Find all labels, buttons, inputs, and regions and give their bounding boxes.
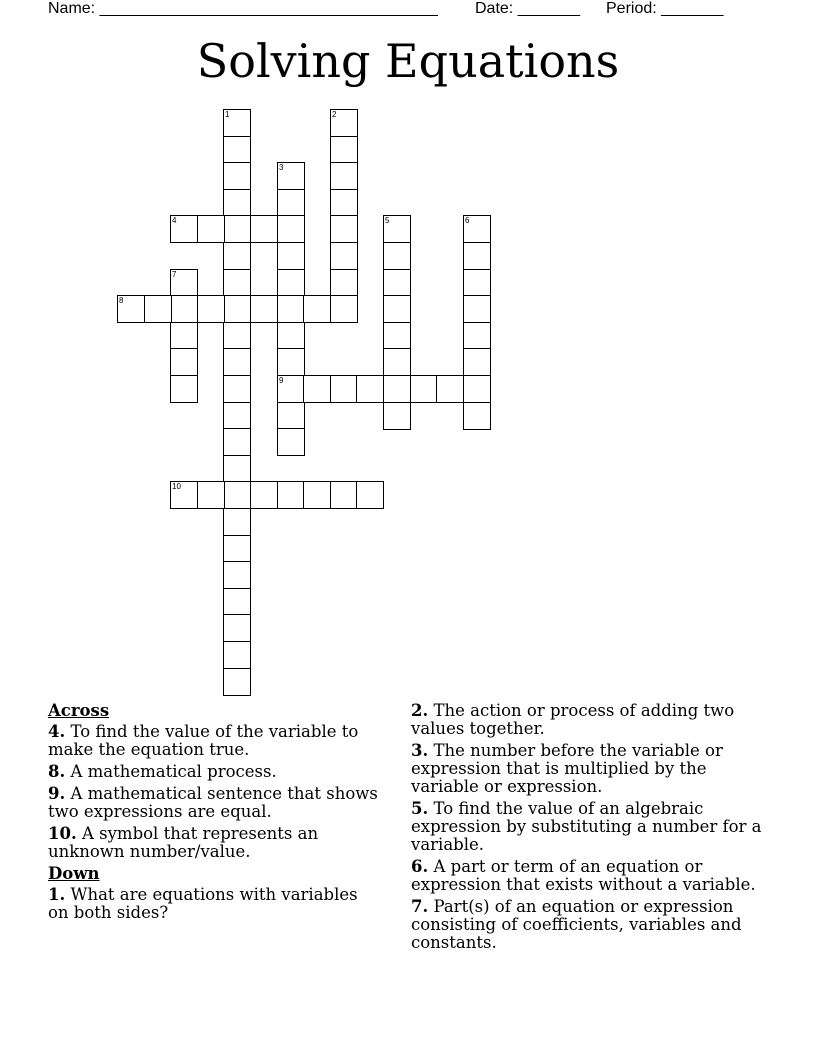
crossword-cell[interactable] bbox=[223, 136, 251, 164]
crossword-cell[interactable] bbox=[223, 348, 251, 376]
crossword-cell[interactable] bbox=[330, 109, 358, 137]
crossword-cell[interactable] bbox=[223, 322, 251, 350]
crossword-cell[interactable] bbox=[223, 668, 251, 696]
clues-column-right bbox=[411, 702, 766, 956]
cell-clue-number: 7 bbox=[172, 270, 177, 279]
crossword-cell[interactable] bbox=[144, 295, 172, 323]
clue-text: The number before the variable or expression that is multiplied by the variable or expression. bbox=[411, 741, 723, 796]
clue-down-5 bbox=[411, 800, 766, 854]
crossword-cell[interactable] bbox=[330, 189, 358, 217]
crossword-cell[interactable] bbox=[223, 242, 251, 270]
crossword-cell[interactable] bbox=[223, 295, 251, 323]
clue-number: 10. bbox=[48, 824, 77, 843]
clue-across-8 bbox=[48, 763, 383, 781]
crossword-cell[interactable] bbox=[170, 322, 198, 350]
crossword-cell[interactable] bbox=[277, 295, 305, 323]
crossword-cell[interactable] bbox=[303, 375, 331, 403]
clue-number: 3. bbox=[411, 741, 429, 760]
crossword-cell[interactable] bbox=[277, 348, 305, 376]
crossword-cell[interactable] bbox=[170, 375, 198, 403]
clue-number: 8. bbox=[48, 762, 66, 781]
crossword-cell[interactable] bbox=[383, 322, 411, 350]
clue-number: 4. bbox=[48, 722, 66, 741]
crossword-cell[interactable] bbox=[223, 215, 251, 243]
crossword-cell[interactable] bbox=[197, 295, 225, 323]
cell-clue-number: 4 bbox=[172, 216, 177, 225]
crossword-cell[interactable] bbox=[223, 508, 251, 536]
crossword-cell[interactable] bbox=[303, 295, 331, 323]
crossword-cell[interactable] bbox=[170, 215, 198, 243]
name-field-label[interactable]: Name: ______________________________________ bbox=[48, 0, 438, 17]
down-heading: Down bbox=[48, 864, 100, 883]
crossword-cell[interactable] bbox=[197, 481, 225, 509]
crossword-cell[interactable] bbox=[330, 481, 358, 509]
page-title: Solving Equations bbox=[196, 34, 620, 88]
crossword-cell[interactable] bbox=[277, 269, 305, 297]
crossword-cell[interactable] bbox=[463, 269, 491, 297]
crossword-cell[interactable] bbox=[463, 402, 491, 430]
crossword-cell[interactable] bbox=[277, 322, 305, 350]
clue-across-10 bbox=[48, 825, 383, 861]
clue-text: A symbol that represents an unknown number/value. bbox=[48, 824, 319, 861]
crossword-cell[interactable] bbox=[277, 481, 305, 509]
crossword-cell[interactable] bbox=[330, 269, 358, 297]
crossword-cell[interactable] bbox=[250, 215, 278, 243]
clue-text: A mathematical process. bbox=[70, 762, 277, 781]
crossword-cell[interactable] bbox=[356, 375, 384, 403]
crossword-cell[interactable] bbox=[223, 588, 251, 616]
cell-clue-number: 5 bbox=[385, 216, 390, 225]
clue-text: To find the value of the variable to make the equation true. bbox=[48, 722, 359, 759]
crossword-cell[interactable] bbox=[223, 641, 251, 669]
crossword-cell[interactable] bbox=[170, 269, 198, 297]
crossword-cell[interactable] bbox=[383, 295, 411, 323]
crossword-cell[interactable] bbox=[463, 375, 491, 403]
crossword-cell[interactable] bbox=[223, 162, 251, 190]
crossword-cell[interactable] bbox=[383, 348, 411, 376]
clue-number: 6. bbox=[411, 857, 429, 876]
clue-number: 2. bbox=[411, 701, 429, 720]
clue-number: 1. bbox=[48, 885, 66, 904]
cell-clue-number: 10 bbox=[172, 482, 181, 491]
crossword-cell[interactable] bbox=[250, 481, 278, 509]
crossword-cell[interactable] bbox=[303, 481, 331, 509]
crossword-cell[interactable] bbox=[223, 535, 251, 563]
cell-clue-number: 3 bbox=[279, 163, 284, 172]
cell-clue-number: 6 bbox=[465, 216, 470, 225]
crossword-cell[interactable] bbox=[223, 481, 251, 509]
crossword-cell[interactable] bbox=[277, 242, 305, 270]
crossword-cell[interactable] bbox=[170, 295, 198, 323]
clue-down-1 bbox=[48, 886, 383, 922]
crossword-cell[interactable] bbox=[356, 481, 384, 509]
crossword-cell[interactable] bbox=[330, 215, 358, 243]
crossword-cell[interactable] bbox=[277, 162, 305, 190]
clue-across-9 bbox=[48, 785, 383, 821]
across-heading: Across bbox=[48, 701, 110, 720]
clue-down-7 bbox=[411, 898, 766, 952]
clue-number: 9. bbox=[48, 784, 66, 803]
crossword-cell[interactable] bbox=[330, 375, 358, 403]
clue-text: To find the value of an algebraic expression by substituting a number for a variable. bbox=[411, 799, 762, 854]
crossword-cell[interactable] bbox=[197, 215, 225, 243]
clue-text: The action or process of adding two values together. bbox=[411, 701, 735, 738]
period-field-label[interactable]: Period: _______ bbox=[606, 0, 724, 17]
clue-down-6 bbox=[411, 858, 766, 894]
clue-text: Part(s) of an equation or expression consisting of coefficients, variables and constants. bbox=[411, 897, 742, 952]
clue-down-3 bbox=[411, 742, 766, 796]
clue-across-4 bbox=[48, 723, 383, 759]
clue-down-2 bbox=[411, 702, 766, 738]
clue-text: What are equations with variables on both sides? bbox=[48, 885, 358, 922]
clues-column-left bbox=[48, 702, 383, 926]
crossword-cell[interactable] bbox=[223, 402, 251, 430]
crossword-cell[interactable] bbox=[383, 402, 411, 430]
crossword-cell[interactable] bbox=[223, 428, 251, 456]
clue-number: 5. bbox=[411, 799, 429, 818]
crossword-cell[interactable] bbox=[223, 455, 251, 483]
crossword-cell[interactable] bbox=[410, 375, 438, 403]
crossword-cell[interactable] bbox=[383, 269, 411, 297]
crossword-cell[interactable] bbox=[250, 295, 278, 323]
crossword-cell[interactable] bbox=[277, 428, 305, 456]
crossword-cell[interactable] bbox=[463, 322, 491, 350]
crossword-cell[interactable] bbox=[330, 162, 358, 190]
crossword-cell[interactable] bbox=[330, 295, 358, 323]
crossword-cell[interactable] bbox=[436, 375, 464, 403]
cell-clue-number: 8 bbox=[119, 296, 124, 305]
crossword-cell[interactable] bbox=[383, 242, 411, 270]
crossword-cell[interactable] bbox=[277, 375, 305, 403]
clue-text: A mathematical sentence that shows two expressions are equal. bbox=[48, 784, 378, 821]
crossword-cell[interactable] bbox=[117, 295, 145, 323]
crossword-cell[interactable] bbox=[383, 375, 411, 403]
crossword-cell[interactable] bbox=[277, 402, 305, 430]
crossword-cell[interactable] bbox=[330, 242, 358, 270]
crossword-cell[interactable] bbox=[223, 189, 251, 217]
crossword-cell[interactable] bbox=[170, 481, 198, 509]
crossword-cell[interactable] bbox=[463, 295, 491, 323]
crossword-cell[interactable] bbox=[277, 215, 305, 243]
clue-text: A part or term of an equation or expression that exists without a variable. bbox=[411, 857, 756, 894]
clue-number: 7. bbox=[411, 897, 429, 916]
crossword-cell[interactable] bbox=[463, 348, 491, 376]
crossword-cell[interactable] bbox=[463, 242, 491, 270]
cell-clue-number: 2 bbox=[332, 110, 337, 119]
crossword-cell[interactable] bbox=[223, 375, 251, 403]
date-field-label[interactable]: Date: _______ bbox=[475, 0, 580, 17]
crossword-cell[interactable] bbox=[223, 269, 251, 297]
crossword-cell[interactable] bbox=[330, 136, 358, 164]
crossword-cell[interactable] bbox=[383, 215, 411, 243]
crossword-cell[interactable] bbox=[223, 109, 251, 137]
crossword-cell[interactable] bbox=[277, 189, 305, 217]
crossword-cell[interactable] bbox=[463, 215, 491, 243]
cell-clue-number: 9 bbox=[279, 376, 284, 385]
crossword-cell[interactable] bbox=[223, 561, 251, 589]
crossword-cell[interactable] bbox=[223, 614, 251, 642]
crossword-cell[interactable] bbox=[170, 348, 198, 376]
cell-clue-number: 1 bbox=[225, 110, 230, 119]
